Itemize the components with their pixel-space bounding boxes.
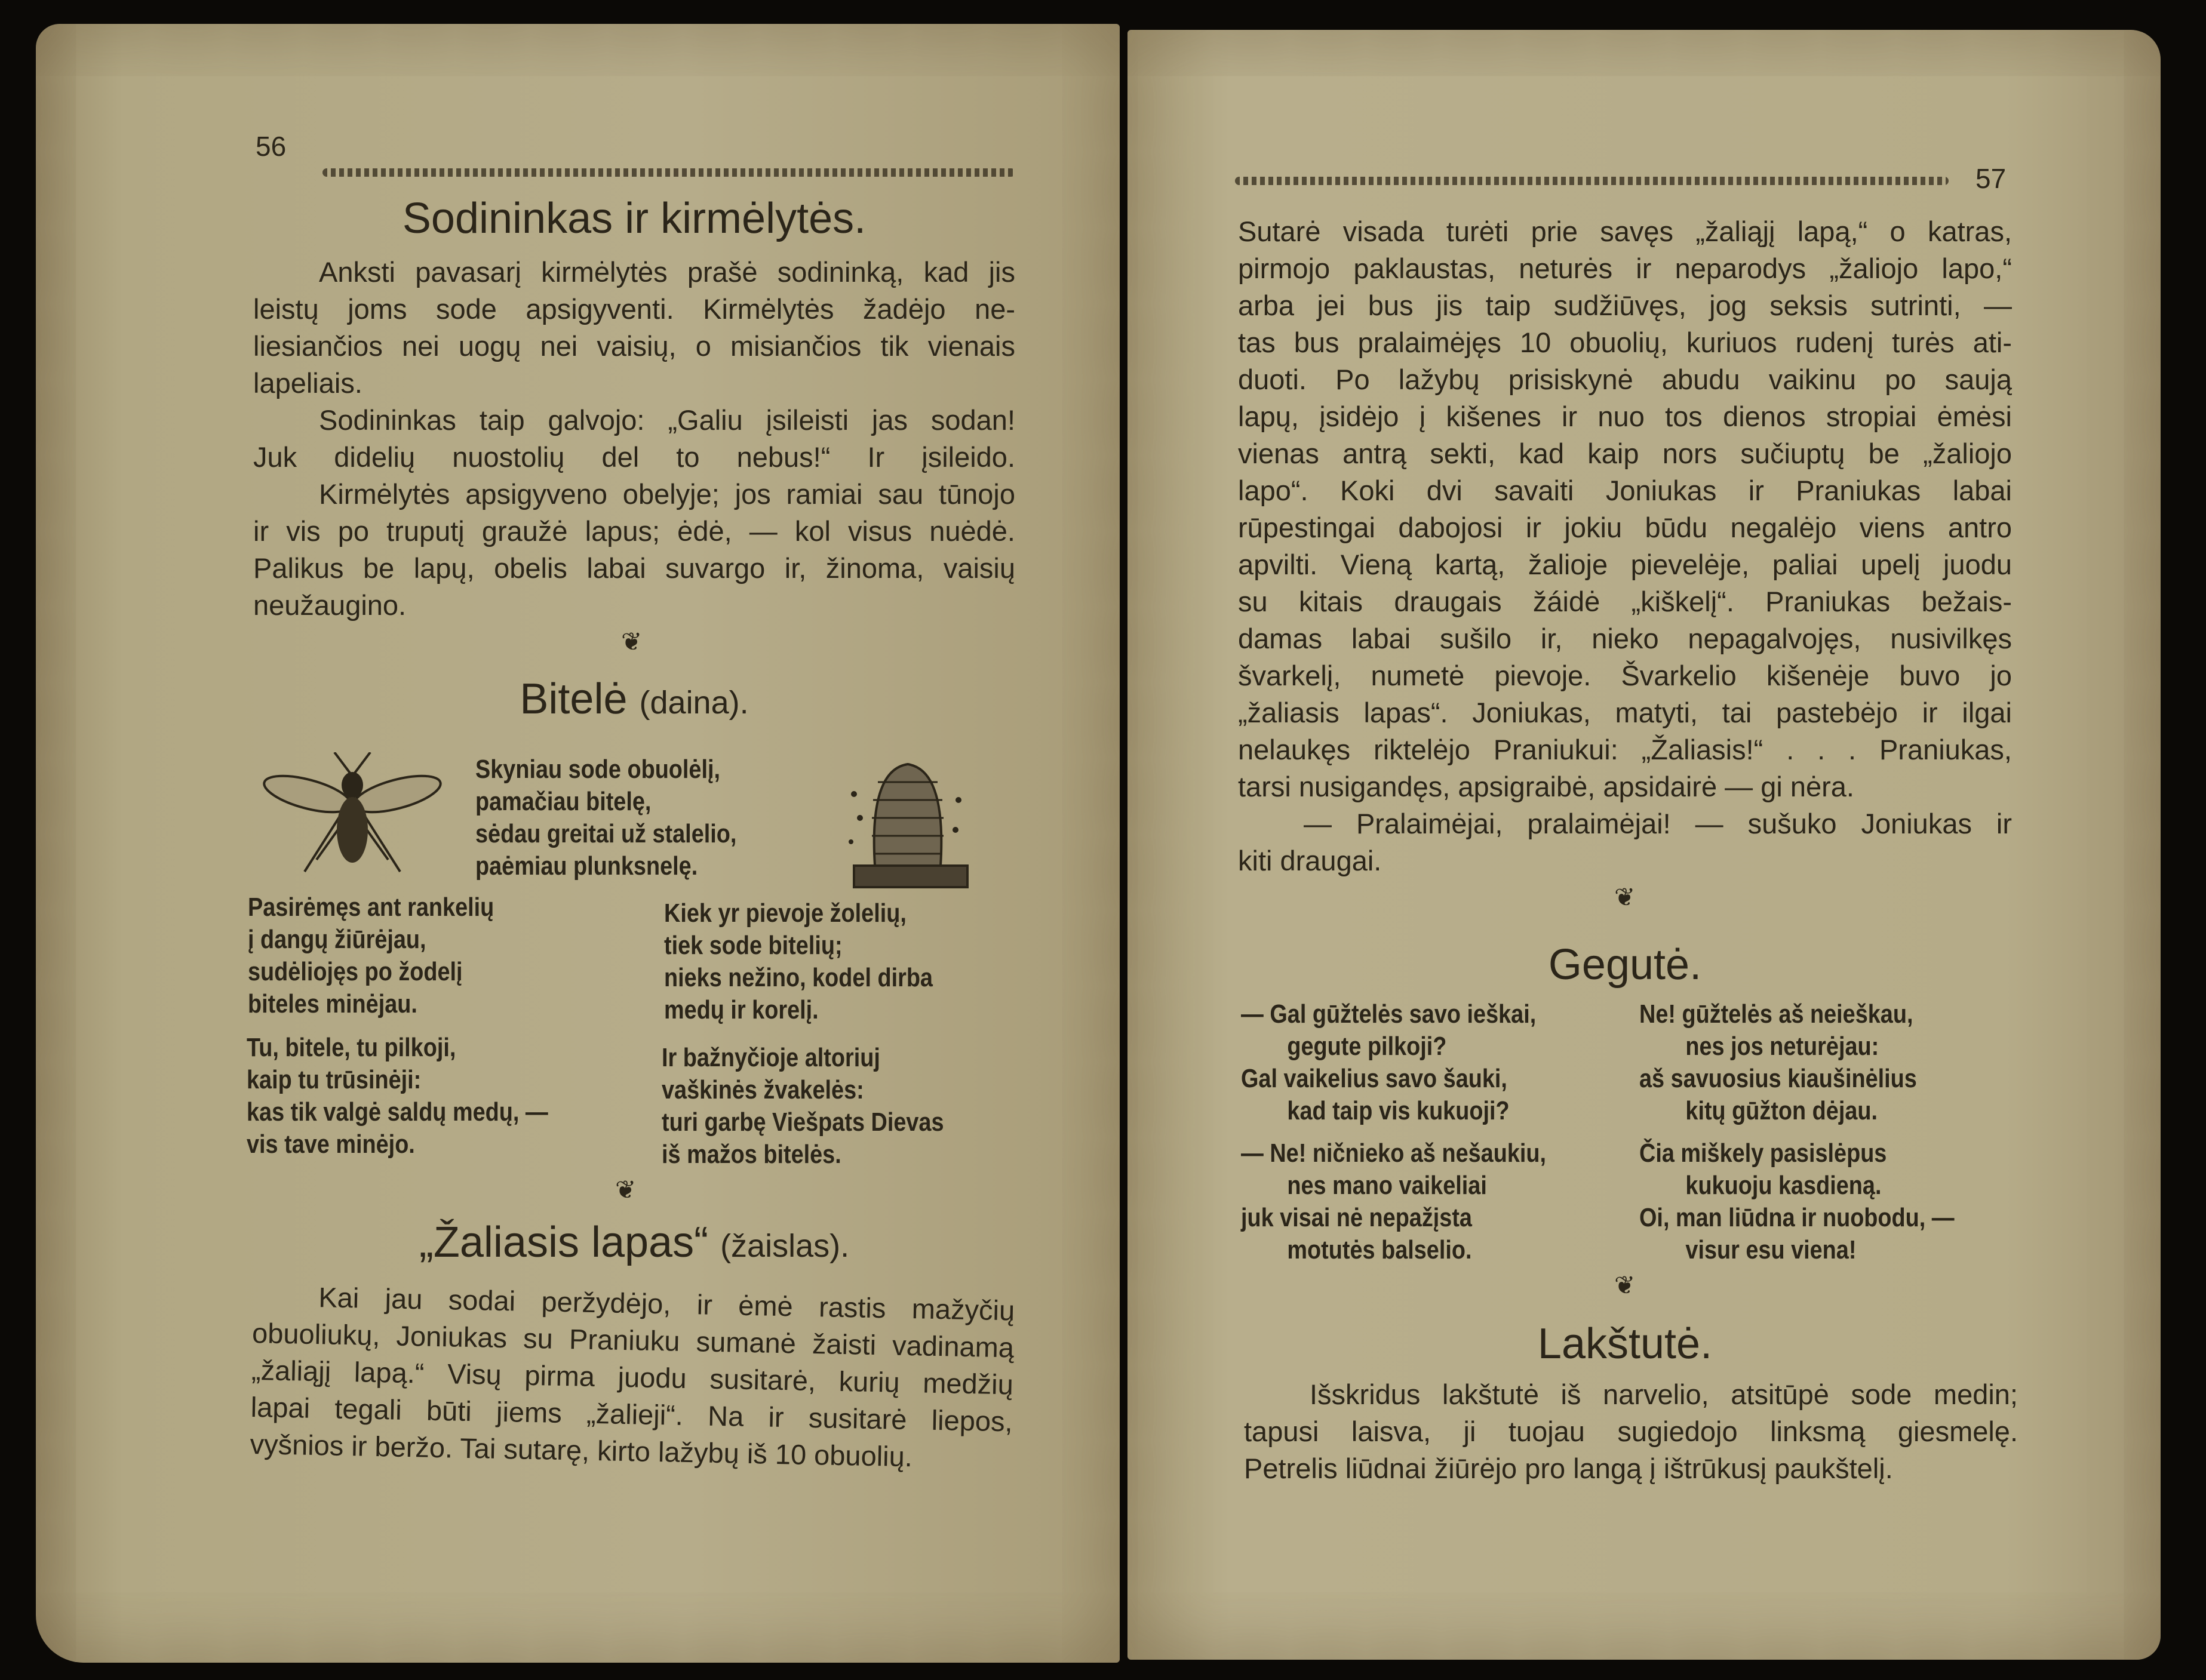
poem-stanza-4 [1639,1137,1955,1266]
text-line: neužaugino. [253,589,407,621]
text-line: vyšnios ir beržo. Tai sutarę, kirto lažybų iš 10 obuolių. [250,1427,913,1473]
poem-line: kukuoju kasdieną. [1685,1171,1882,1200]
text-line: obuoliukų, Joniukas su Praniuku sumanė žaisti vadinamą [251,1316,1015,1364]
poem-line: į dangų žiūrėjau, [248,925,426,954]
text-line: lapeliais. [253,367,362,399]
poem-line: Čia miškely pasislėpus [1639,1139,1887,1168]
story-title: Sodininkas ir kirmėlytės. [402,195,867,242]
story-title: Lakštutė. [1537,1320,1713,1368]
text-line: Sutarė visada turėti prie savęs „žaliąjį lapą,“ o katras, [1238,216,2012,247]
poem-line: paėmiau plunksnelę. [475,851,698,881]
poem-line: — Ne! ničnieko aš nešaukiu, [1241,1139,1547,1168]
poem-line: sėdau greitai už stalelio, [475,819,737,848]
poem-stanza-3 [1241,1137,1546,1266]
poem-line: Ne! gūžtelės aš neieškau, [1639,999,1913,1029]
text-line: nelaukęs riktelėjo Praniukui: „Žaliasis!“ . . . Praniukas, [1238,734,2012,765]
text-line: damas labai sušilo ir, nieko nepagalvojęs, nusivilkęs [1238,623,2012,654]
text-line: „žaliąjį lapą.“ Visų pirma juodu susitarė, kurių medžių [251,1353,1014,1401]
poem-line: turi garbę Viešpats Dievas [662,1107,944,1137]
text-line: Palikus be lapų, obelis labai suvargo ir, žinoma, vaisių [253,552,1015,584]
text-line: lapo“. Koki dvi savaiti Joniukas ir Praniukas labai [1238,475,2012,506]
leaf-ornament-icon: ❦ [1614,1271,1636,1299]
text-line: Kai jau sodai peržydėjo, ir ėmė rastis mažyčių [318,1281,1015,1327]
text-line: Išskridus lakštutė iš narvelio, atsitūpė sode medin; [1310,1379,2018,1410]
text-line: tapusi laisva, ji tuojau sugiedojo linksmą giesmelę. [1244,1416,2018,1447]
text-line: vienas antrą sekti, kad kaip nors sučiuptų be „žaliojo [1238,438,2012,469]
text-line: Anksti pavasarį kirmėlytės prašė sodininką, kad jis [319,256,1015,288]
text-line: leistų joms sode apsigyventi. Kirmėlytės žadėjo ne- [253,293,1015,325]
poem-line: juk visai nė nepažįsta [1241,1203,1472,1232]
text-line: pirmojo paklaustas, neturės ir neparodys „žaliojo lapo,“ [1238,253,2012,284]
poem-line: Oi, man liūdna ir nuobodu, — [1639,1203,1955,1232]
text-line: lapų, įsidėjo į kišenes ir nuo tos dienos stropiai ėmėsi [1238,401,2012,432]
beehive-illustration-icon [842,758,973,890]
text-line: rūpestingai dabojosi ir jokiu būdu negalėjo viens antro [1238,512,2012,543]
poem-line: kad taip vis kukuoji? [1287,1096,1510,1125]
poem-line: nes mano vaikeliai [1287,1171,1487,1200]
poem-stanza-3 [664,897,933,1026]
poem-line: kas tik valgė saldų medų, — [247,1097,548,1127]
leaf-ornament-icon: ❦ [621,627,643,656]
poem-line: visur esu viena! [1685,1235,1857,1264]
poem-line: tiek sode bitelių; [664,931,843,960]
poem-line: iš mažos bitelės. [662,1140,841,1169]
text-line: Juk didelių nuostolių del to nebus!“ Ir įsileido. [253,441,1015,473]
poem-line: — Gal gūžtelės savo ieškai, [1241,999,1537,1029]
poem-line: Kiek yr pievoje žolelių, [664,899,907,928]
text-line: „žaliasis lapas“. Joniukas, matyti, tai pastebėjo ir ilgai [1238,697,2012,728]
text-line: lapai tegali būti jiems „žalieji“. Na ir susitarė liepos, [250,1390,1013,1438]
story-title [253,1218,1015,1267]
poem-line: pamačiau bitelę, [475,787,652,816]
text-line: kiti draugai. [1238,845,1382,876]
poem-stanza-5 [662,1042,944,1171]
poem-line: vis tave minėjo. [247,1130,415,1159]
story-subtitle: (žaislas). [720,1228,850,1264]
poem-line: aš savuosius kiaušinėlius [1639,1064,1917,1093]
poem-line: nes jos neturėjau: [1685,1032,1879,1061]
text-line: liesiančios nei uogų nei vaisių, o misiančios tik vienais [253,330,1015,362]
text-line: ir vis po truputį graužė lapus; ėdė, — kol visus nuėdė. [253,515,1015,547]
story-paragraph [1238,213,2012,879]
poem-line: Gal vaikelius savo šauki, [1241,1064,1507,1093]
poem-stanza-1 [1241,998,1536,1127]
poem-line: medų ir korelį. [664,995,819,1024]
text-line: apvilti. Vieną kartą, žalioje pievelėje, paliai upelį juodu [1238,549,2012,580]
ornament-rule [1235,177,1949,185]
poem-subtitle: (daina). [639,685,749,721]
poem-line: sudėliojęs po žodelį [248,957,463,986]
poem-stanza-2 [248,891,494,1020]
text-line: Sodininkas taip galvojo: „Galiu įsileisti jas sodan! [319,404,1015,436]
poem-line: Pasirėmęs ant rankelių [248,893,494,922]
text-line: švarkelį, numetė pievoje. Švarkelio kišenėje buvo jo [1238,660,2012,691]
ornament-rule [322,168,1015,177]
text-line: su kitais draugais žáidė „kiškelį“. Praniukas bežais- [1238,586,2012,617]
poem-stanza-4 [247,1032,548,1161]
text-line: arba jei bus jis taip sudžiūvęs, jog seksis sutrinti, — [1238,290,2012,321]
poem-line: nieks nežino, kodel dirba [664,963,933,992]
bee-illustration-icon [263,752,442,884]
poem-title [253,675,1015,724]
leaf-ornament-icon: ❦ [615,1176,637,1204]
text-line: — Pralaimėjai, pralaimėjai! — sušuko Joniukas ir [1304,808,2012,839]
poem-line: gegute pilkoji? [1287,1032,1447,1061]
story-paragraph [253,254,1015,624]
story-title-text: „Žaliasis lapas“ [419,1219,709,1266]
poem-line: vaškinės žvakelės: [662,1075,864,1104]
poem-stanza-1 [475,753,736,882]
text-line: Petrelis liūdnai žiūrėjo pro langą į ištrūkusį paukštelį. [1244,1453,1893,1484]
leaf-ornament-icon: ❦ [1614,883,1636,911]
poem-title-text: Bitelė [520,675,628,723]
poem-stanza-2 [1639,998,1917,1127]
poem-line: kaip tu trūsinėji: [247,1065,422,1094]
poem-line: Skyniau sode obuolėlį, [475,755,721,784]
poem-line: Ir bažnyčioje altoriuj [662,1043,880,1072]
text-line: Kirmėlytės apsigyveno obelyje; jos ramiai sau tūnojo [319,478,1015,510]
story-paragraph [1244,1376,2018,1487]
story-paragraph [250,1278,1015,1477]
text-line: duoti. Po lažybų prisiskynė abudu vaikinu po saują [1238,364,2012,395]
page-number-right: 57 [1975,163,2007,194]
poem-title: Gegutė. [1548,941,1702,989]
poem-line: Tu, bitele, tu pilkoji, [247,1033,456,1062]
poem-line: biteles minėjau. [248,989,417,1019]
text-line: tas bus pralaimėjęs 10 obuolių, kuriuos rudenį turės ati- [1238,327,2012,358]
page-number-left: 56 [256,131,287,162]
poem-line: motutės balselio. [1287,1235,1472,1264]
poem-line: kitų gūžton dėjau. [1685,1096,1878,1125]
text-line: tarsi nusigandęs, apsigraibė, apsidairė — gi nėra. [1238,771,1854,802]
